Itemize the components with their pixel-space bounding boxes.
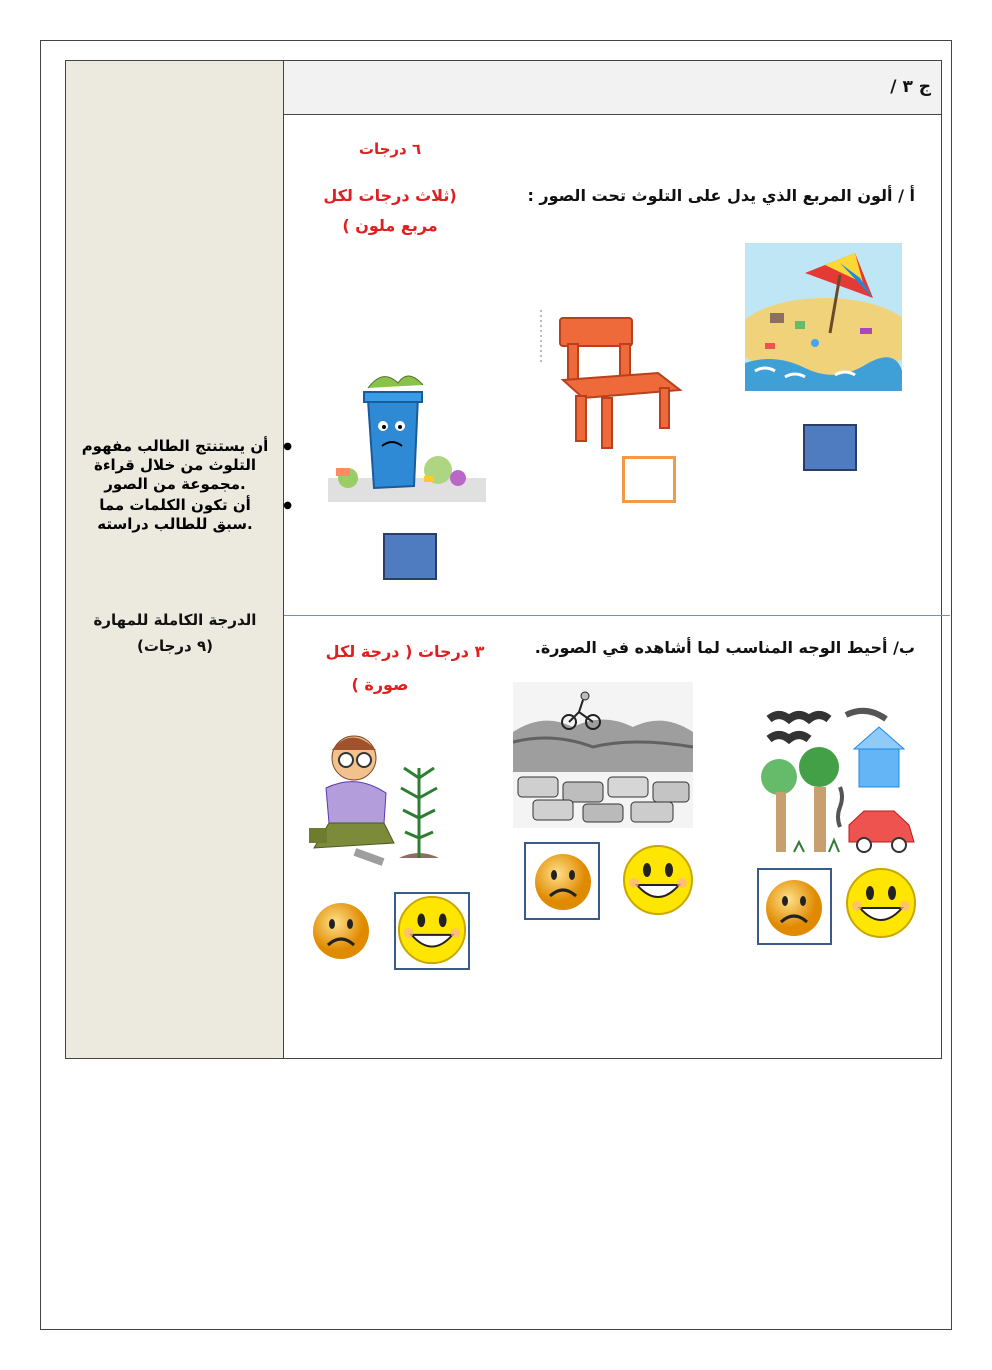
part-b-instruction: ب/ أحيط الوجه المناسب لما أشاهده في الصورة. (534, 638, 915, 657)
chair-icon (538, 308, 688, 453)
polluted-beach-icon (745, 243, 902, 391)
happy-face-icon[interactable] (621, 843, 695, 917)
part-a-score-note-2: مربع ملون ) (342, 216, 438, 235)
section-divider (284, 615, 950, 616)
question-header (284, 61, 941, 115)
trash-answer-square[interactable] (383, 533, 437, 580)
full-grade-value: (٩ درجات) (137, 637, 213, 655)
part-b-score-1: ٣ درجات ( درجة لكل (325, 642, 485, 661)
part-a-instruction: أ / ألون المربع الذي يدل على التلوث تحت الصور : (527, 186, 915, 205)
overflowing-trash-bin-icon (328, 368, 486, 502)
sad-face-icon[interactable] (532, 851, 594, 913)
chair-answer-square[interactable] (622, 456, 676, 503)
beach-answer-square[interactable] (803, 424, 857, 471)
part-a-score-note-1: (ثلاث درجات لكل (323, 186, 457, 205)
happy-face-icon[interactable] (396, 894, 468, 966)
sad-face-icon[interactable] (310, 900, 372, 962)
question-label: ج ٣ / (890, 77, 931, 97)
boy-planting-tree-icon (304, 728, 462, 878)
part-b-score-2: صورة ) (351, 675, 409, 694)
part-a-score: ٦ درجات (358, 140, 422, 158)
factory-smoke-icon (754, 707, 916, 859)
objective-item: ● أن تكون الكلمات مما سبق للطالب دراسته. (80, 496, 270, 534)
full-grade-label: الدرجة الكاملة للمهارة (93, 611, 257, 629)
happy-face-icon[interactable] (844, 866, 918, 940)
traffic-jam-icon (513, 682, 693, 828)
objectives-list (80, 437, 298, 534)
objectives-column (66, 61, 284, 1058)
sad-face-icon[interactable] (763, 877, 825, 939)
objective-item: ● أن يستنتج الطالب مفهوم التلوث من خلال قراءة مجموعة من الصور. (80, 437, 270, 494)
